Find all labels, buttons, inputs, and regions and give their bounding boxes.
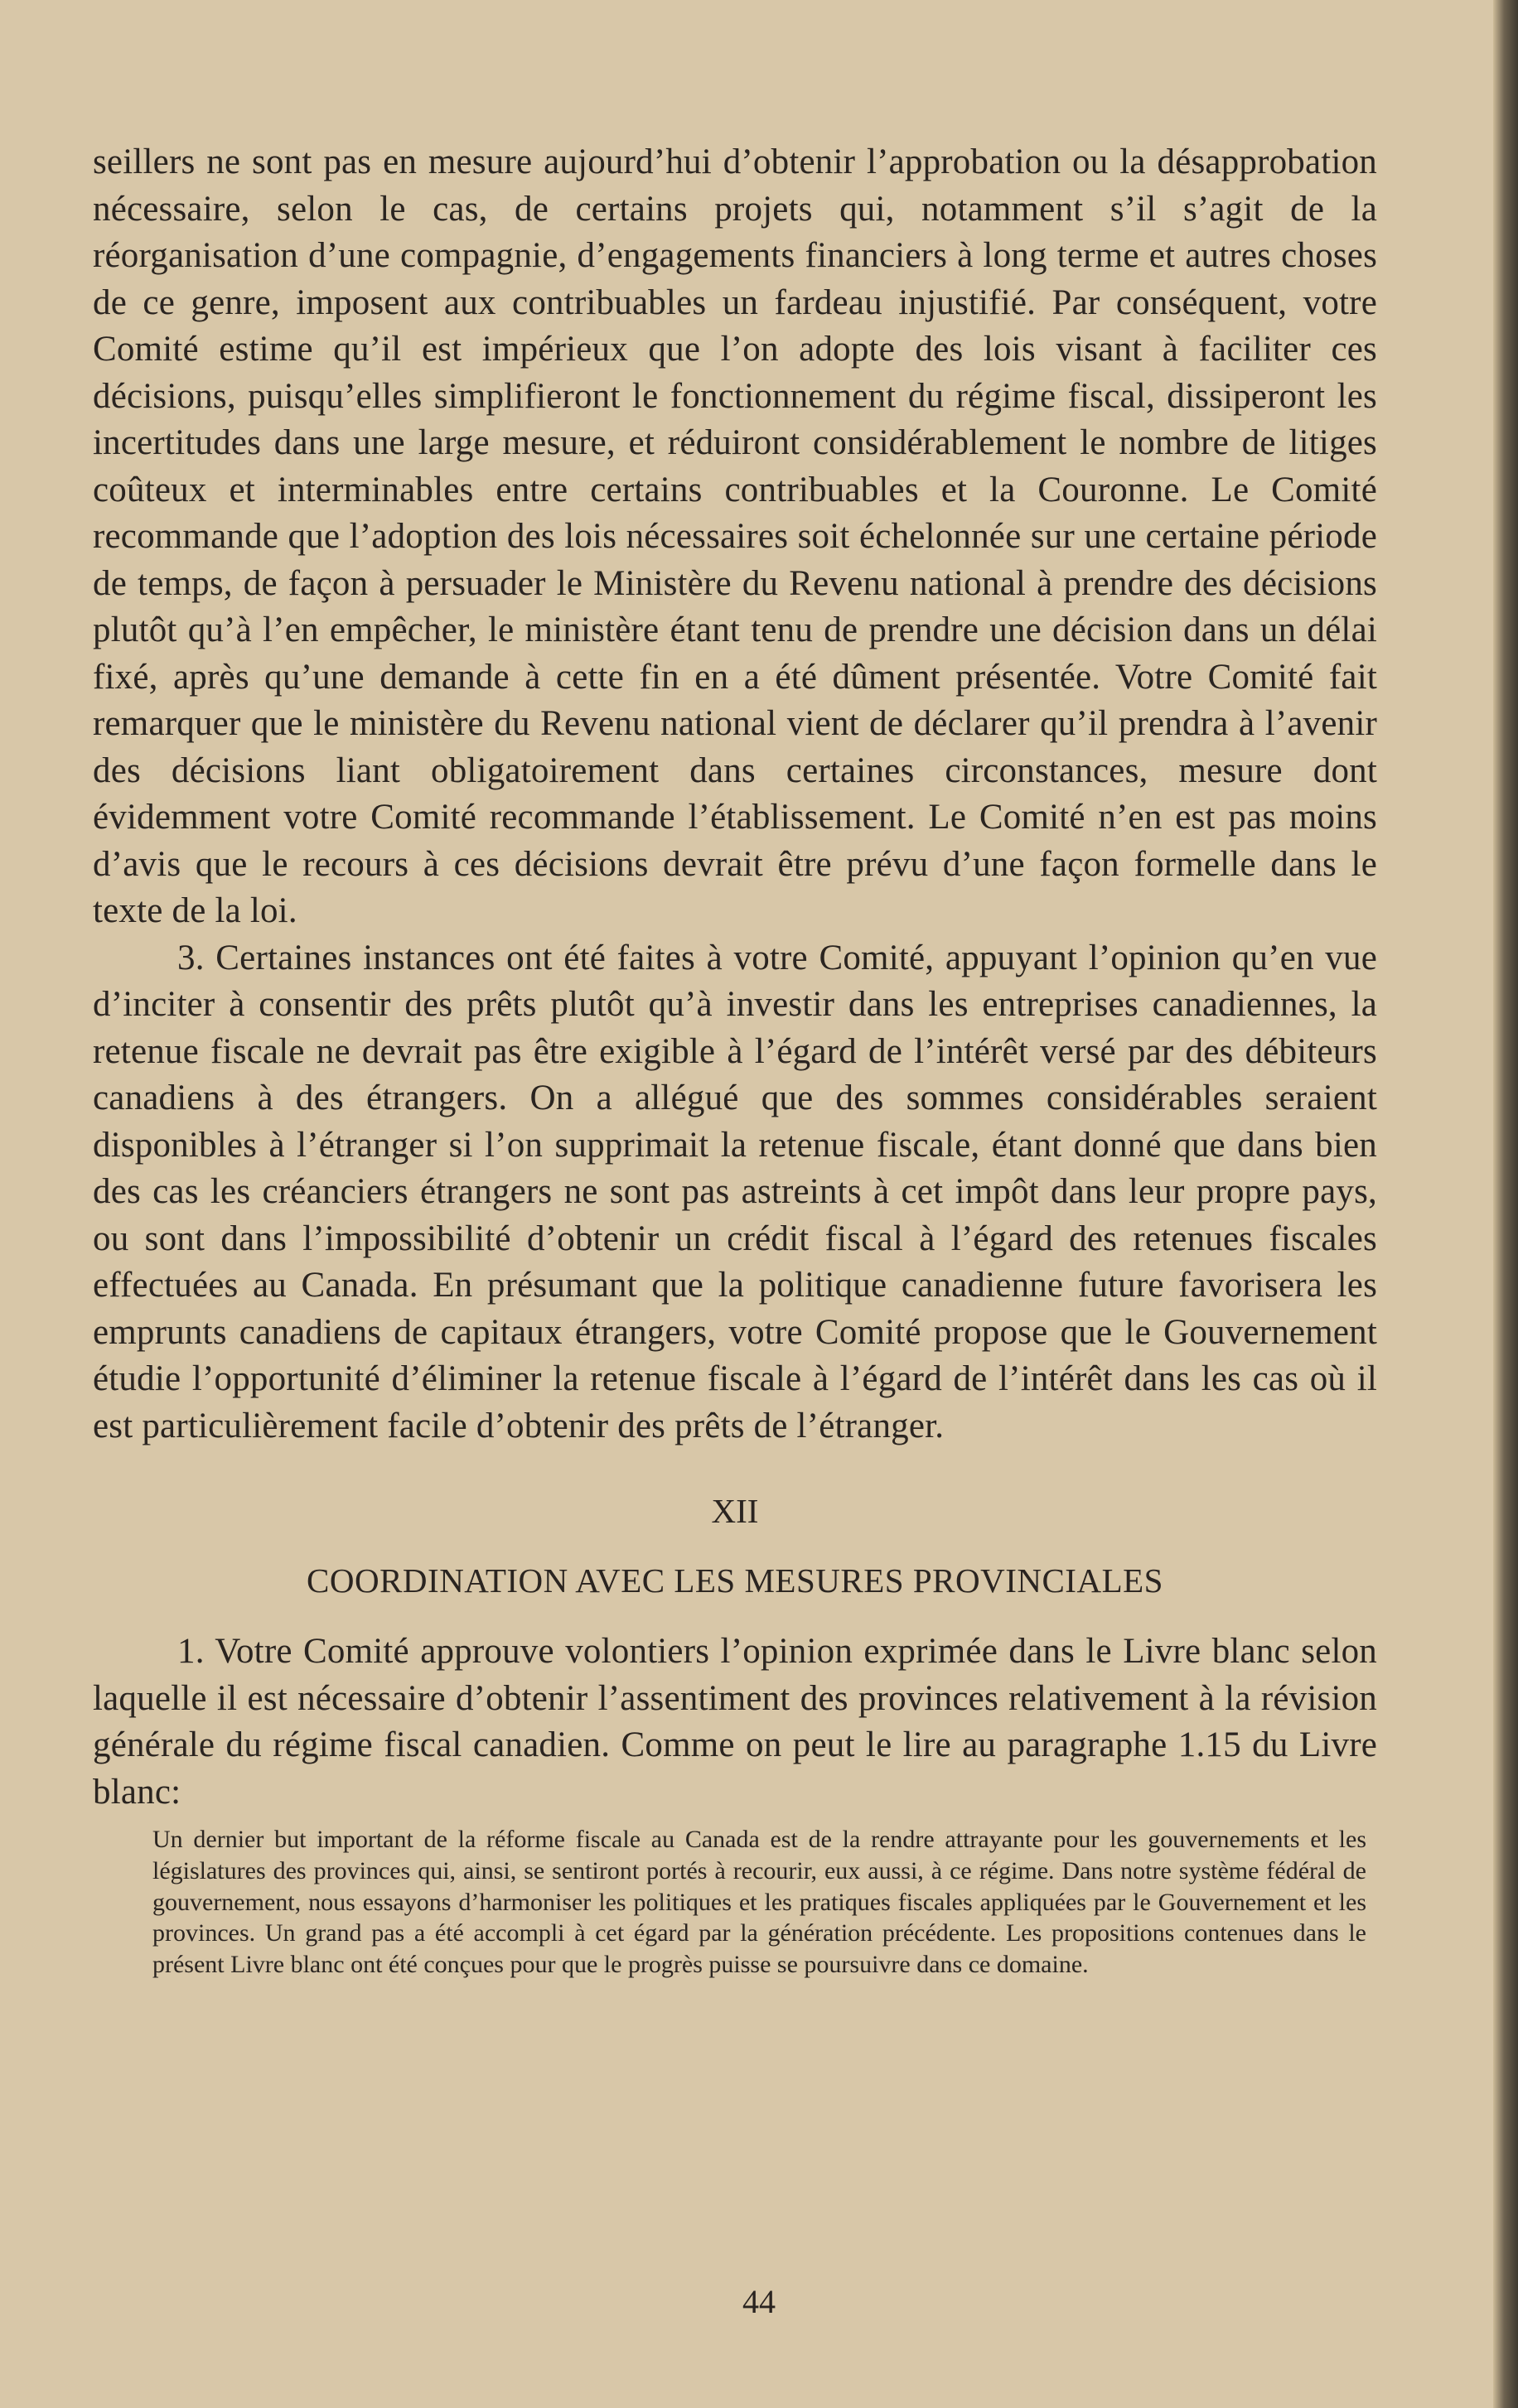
section-title: COORDINATION AVEC LES MESURES PROVINCIALES [307,1561,1163,1600]
block-quotation: Un dernier but important de la réforme fiscale au Canada est de la rendre attrayante pour les gouvernements et les législatures des provinces qui, ainsi, se sentiront portés à recourir, eux aussi, à ce régime. Dans notre système fédéral de gouvernement, nous essayons d’harmoniser les politiques et les pratiques fiscales appliquées par le Gouvernement et les provinces. Un grand pas a été accompli à cet égard par la génération précédente. Les propositions contenues dans le présent Livre blanc ont été conçues pour que le progrès puisse se poursuivre dans ce domaine. [152,1826,1366,1979]
paragraph-1: 1. Votre Comité approuve volontiers l’opinion exprimée dans le Livre blanc selon laquelle il est nécessaire d’obtenir l’assentiment des provinces relativement à la révision générale du régime fiscal canadien. Comme on peut le lire au paragraphe 1.15 du Livre blanc: [93,1632,1377,1812]
paragraph-continuation: seillers ne sont pas en mesure aujourd’hui d’obtenir l’approbation ou la désapprobation nécessaire, selon le cas, de certains projets qui, notamment s’il s’agit de la réorganisation d’une compagnie, d’engagements financiers à long terme et autres choses de ce genre, imposent aux contribuables un fardeau injustifié. Par conséquent, votre Comité estime qu’il est impérieux que l’on adopte des lois visant à faciliter ces décisions, puisqu’elles simplifieront le fonctionnement du régime fiscal, dissiperont les incertitudes dans une large mesure, et réduiront considérablement le nombre de litiges coûteux et interminables entre certains contribuables et la Couronne. Le Comité recommande que l’adoption des lois nécessaires soit échelonnée sur une certaine période de temps, de façon à persuader le Ministère du Revenu national à prendre des décisions plutôt qu’à l’en empêcher, le ministère étant tenu de prendre une décision dans un délai fixé, après qu’une demande à cette fin en a été dûment présentée. Votre Comité fait remarquer que le ministère du Revenu national vient de déclarer qu’il prendra à l’avenir des décisions liant obligatoirement dans certaines circonstances, mesure dont évidemment votre Comité recommande l’établissement. Le Comité n’en est pas moins d’avis que le recours à ces décisions devrait être prévu d’une façon formelle dans le texte de la loi. [93,142,1377,930]
page-edge-shadow [1493,0,1518,2408]
page-number: 44 [742,2283,776,2320]
section-number: XII [711,1492,759,1530]
paragraph-3: 3. Certaines instances ont été faites à votre Comité, appuyant l’opinion qu’en vue d’inciter à consentir des prêts plutôt qu’à investir dans les entreprises canadiennes, la retenue fiscale ne devrait pas être exigible à l’égard de l’intérêt versé par des débiteurs canadiens à des étrangers. On a allégué que des sommes considérables seraient disponibles à l’étranger si l’on supprimait la retenue fiscale, étant donné que dans bien des cas les créanciers étrangers ne sont pas astreints à cet impôt dans leur propre pays, ou sont dans l’impossibilité d’obtenir un crédit fiscal à l’égard des retenues fiscales effectuées au Canada. En présumant que la politique canadienne future favorisera les emprunts canadiens de capitaux étrangers, votre Comité propose que le Gouvernement étudie l’opportunité d’éliminer la retenue fiscale à l’égard de l’intérêt dans les cas où il est particulièrement facile d’obtenir des prêts de l’étranger. [93,938,1377,1445]
document-page [93,139,1377,1981]
